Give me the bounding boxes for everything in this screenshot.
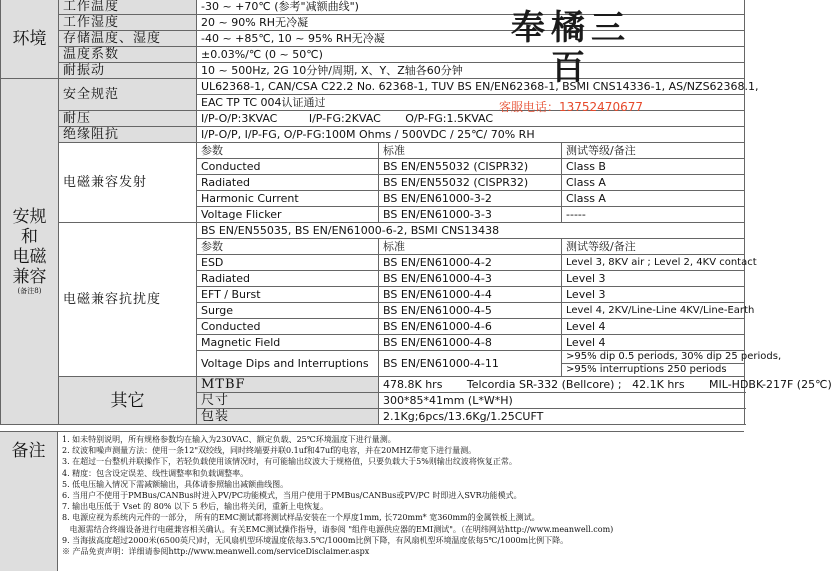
notes-section	[0, 431, 744, 571]
safety-category-line1: 安规和	[12, 207, 47, 247]
immunity-standard: BS EN/EN61000-4-3	[379, 271, 562, 287]
immunity-param: Surge	[197, 303, 379, 319]
immunity-level: Level 4	[562, 335, 745, 351]
immunity-standards-row	[1, 223, 745, 239]
env-label: 耐振动	[59, 63, 197, 79]
note-line: 6. 当用户不使用于PMBus/CANBus时进入PV/PC功能模式，当用户使用于PMBus/CANBus或PV/PC 时即进入SVR功能模式。	[62, 491, 522, 501]
immunity-level: Level 4, 2KV/Line-Line 4KV/Line-Earth	[562, 303, 745, 319]
isolation-row	[1, 127, 745, 143]
safety-standards-line2: EAC TP TC 004认证通过	[197, 95, 745, 111]
immunity-header-param: 参数	[197, 239, 379, 255]
immunity-dips-level-2: >95% interruptions 250 periods	[562, 364, 745, 377]
note-line: 8. 电源应视为系统内元件的一部分， 所有的EMC测试都将测试样品安装在一个厚度1mm, 长720mm* 宽360mm的金属铁板上测试。	[62, 513, 540, 523]
immunity-level: Level 3	[562, 271, 745, 287]
note-line: 3. 在超过一台整机并联操作下，若轻负载使用该情况时，有可能输出纹波大于规格值，只要负载大于5%则输出纹波将恢复正常。	[62, 457, 517, 467]
env-category: 环境	[1, 0, 59, 79]
size-value: 300*85*41mm (L*W*H)	[379, 393, 745, 409]
immunity-header-level: 测试等级/备注	[562, 239, 745, 255]
emission-level: Class A	[562, 175, 745, 191]
note-line: 7. 输出电压低于 Vset 的 80% 以下 5 秒后，输出将关闭，重新上电恢复。	[62, 502, 329, 512]
immunity-label: 电磁兼容抗扰度	[59, 223, 197, 377]
emission-header-level: 测试等级/备注	[562, 143, 745, 159]
immunity-param: Voltage Dips and Interruptions	[197, 351, 379, 377]
emission-level: -----	[562, 207, 745, 223]
pack-value: 2.1Kg;6pcs/13.6Kg/1.25CUFT	[379, 409, 745, 425]
note-line: 1. 如未特别说明，所有规格参数均在输入为230VAC、额定负载、25℃环境温度下进行量测。	[62, 435, 396, 444]
immunity-standard: BS EN/EN61000-4-5	[379, 303, 562, 319]
env-value: -40 ~ +85℃, 10 ~ 95% RH无冷凝	[197, 31, 745, 47]
immunity-level: Level 3, 8KV air ; Level 2, 4KV contact	[562, 255, 745, 271]
immunity-param: EFT / Burst	[197, 287, 379, 303]
emission-standard: BS EN/EN61000-3-3	[379, 207, 562, 223]
emission-standard: BS EN/EN61000-3-2	[379, 191, 562, 207]
immunity-header-standard: 标准	[379, 239, 562, 255]
withstand-value: I/P-O/P:3KVAC I/P-FG:2KVAC O/P-FG:1.5KVAC	[197, 111, 745, 127]
notes-category: 备注	[0, 432, 58, 571]
emission-header-standard: 标准	[379, 143, 562, 159]
note-line: 4. 精度：包含设定误差、线性调整率和负载调整率。	[62, 468, 249, 478]
note-line: 5. 低电压输入情况下需减额输出，具体请参照输出减额曲线图。	[62, 479, 289, 489]
env-label: 温度系数	[59, 47, 197, 63]
immunity-standards-line: BS EN/EN55035, BS EN/EN61000-6-2, BSMI CNS13438	[197, 223, 745, 239]
immunity-standard: BS EN/EN61000-4-11	[379, 351, 562, 377]
immunity-standard: BS EN/EN61000-4-2	[379, 255, 562, 271]
note-line: ※ 产品免责声明：详细请参阅http://www.meanwell.com/serviceDisclaimer.aspx	[62, 547, 370, 557]
env-value: 10 ~ 500Hz, 2G 10分钟/周期, X、Y、Z轴各60分钟	[197, 63, 745, 79]
emission-label: 电磁兼容发射	[59, 143, 197, 223]
pack-label: 包装	[197, 409, 379, 425]
note-line: 9. 当海拔高度超过2000米(6500英尺)时，无风扇机型环境温度依每3.5℃/1000m比例下降，有风扇机型环境温度依每5℃/1000m比例下降。	[62, 535, 569, 545]
safety-category-note: (备注8)	[17, 287, 42, 295]
immunity-dips-level-1: >95% dip 0.5 periods, 30% dip 25 periods,	[562, 351, 745, 364]
safety-category-line3: 兼容	[12, 267, 47, 287]
note-line: 2. 纹波和噪声测量方法：使用一条12"双绞线，同时终端要并联0.1uf和47uf的电容，并在20MHZ带宽下进行量测。	[62, 446, 477, 456]
safety-category	[1, 79, 59, 425]
emission-standard: BS EN/EN55032 (CISPR32)	[379, 175, 562, 191]
emission-standard: BS EN/EN55032 (CISPR32)	[379, 159, 562, 175]
safety-standards-line1: UL62368-1, CAN/CSA C22.2 No. 62368-1, TUV BS EN/EN62368-1, BSMI CNS14336-1, AS/NZS62368.1,	[197, 79, 745, 95]
mtbf-label: MTBF	[197, 377, 379, 393]
withstand-label: 耐压	[59, 111, 197, 127]
emission-param: Radiated	[197, 175, 379, 191]
env-value: 20 ~ 90% RH无冷凝	[197, 15, 745, 31]
note-line: 电源需结合终端设备进行电磁兼容相关确认。有关EMC测试操作指导，请参阅 "组件电源供应器的EMI测试"。（在明纬网站http://www.meanwell.com)	[62, 524, 614, 534]
emission-header-row	[1, 143, 745, 159]
shop-watermark-phone: 客服电话：13752470677	[499, 100, 643, 114]
immunity-level: Level 3	[562, 287, 745, 303]
others-category: 其它	[59, 377, 197, 425]
env-label: 工作温度	[59, 0, 197, 15]
notes-list	[62, 434, 742, 557]
emission-level: Class A	[562, 191, 745, 207]
immunity-standard: BS EN/EN61000-4-8	[379, 335, 562, 351]
immunity-standard: BS EN/EN61000-4-4	[379, 287, 562, 303]
safety-category-line2: 电磁	[12, 247, 47, 267]
isolation-value: I/P-O/P, I/P-FG, O/P-FG:100M Ohms / 500VDC / 25℃/ 70% RH	[197, 127, 745, 143]
immunity-param: Radiated	[197, 271, 379, 287]
immunity-param: Conducted	[197, 319, 379, 335]
mtbf-row	[1, 377, 745, 393]
safety-standards-label: 安全规范	[59, 79, 197, 111]
immunity-param: Magnetic Field	[197, 335, 379, 351]
size-label: 尺寸	[197, 393, 379, 409]
emission-header-param: 参数	[197, 143, 379, 159]
emission-param: Conducted	[197, 159, 379, 175]
emission-param: Harmonic Current	[197, 191, 379, 207]
emission-level: Class B	[562, 159, 745, 175]
immunity-level: Level 4	[562, 319, 745, 335]
shop-watermark-title: 奉橘三百	[511, 8, 631, 88]
env-label: 存储温度、湿度	[59, 31, 197, 47]
env-value: ±0.03%/℃ (0 ~ 50℃)	[197, 47, 745, 63]
env-label: 工作湿度	[59, 15, 197, 31]
mtbf-value: 478.8K hrs Telcordia SR-332 (Bellcore) ; 42.1K hrs MIL-HDBK-217F (25℃)	[379, 377, 745, 393]
immunity-param: ESD	[197, 255, 379, 271]
isolation-label: 绝缘阻抗	[59, 127, 197, 143]
immunity-standard: BS EN/EN61000-4-6	[379, 319, 562, 335]
emission-param: Voltage Flicker	[197, 207, 379, 223]
shop-watermark	[496, 8, 646, 115]
env-value: -30 ~ +70℃ (参考"减额曲线")	[197, 0, 745, 15]
